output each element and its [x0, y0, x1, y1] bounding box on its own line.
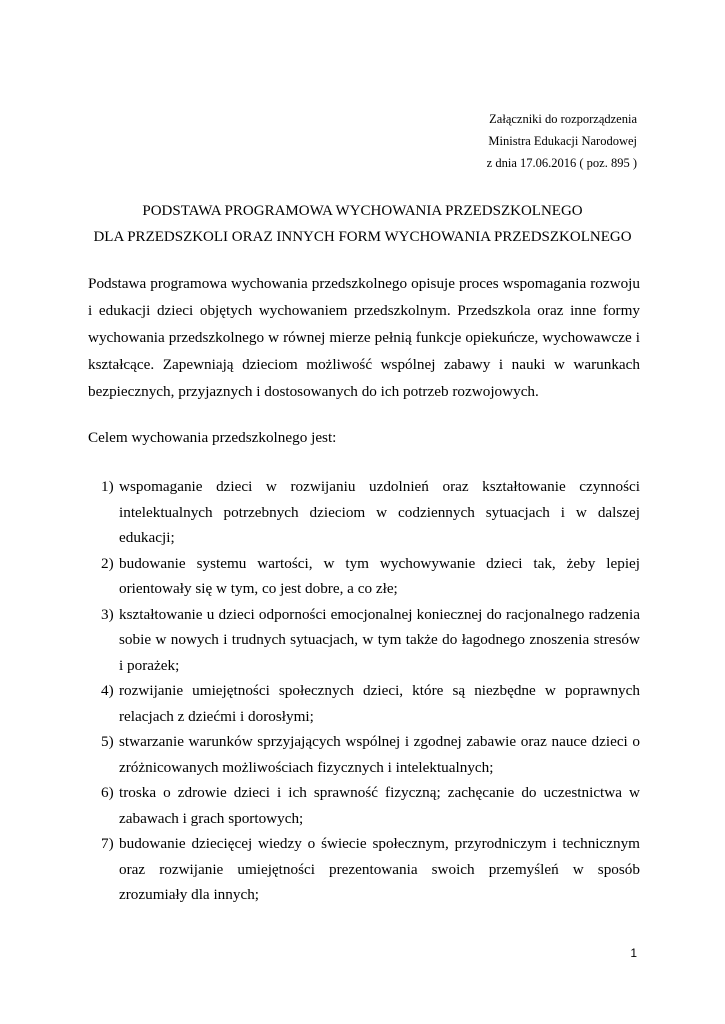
page-number: 1 — [630, 946, 637, 960]
goal-text: stwarzanie warunków sprzyjających wspólnej i zgodnej zabawie oraz nauce dzieci o zróżnicowanych możliwościach fizycznych i intelektualnych; — [119, 733, 640, 776]
document-title-line-1: PODSTAWA PROGRAMOWA WYCHOWANIA PRZEDSZKOLNEGO — [142, 203, 583, 219]
goal-number: 4) — [101, 682, 114, 699]
goal-number: 7) — [101, 835, 114, 852]
annex-note-line-1: Załączniki do rozporządzenia — [489, 112, 637, 126]
annex-note-line-3: z dnia 17.06.2016 ( poz. 895 ) — [486, 156, 637, 170]
document-title-line-2: DLA PRZEDSZKOLI ORAZ INNYCH FORM WYCHOWANIA PRZEDSZKOLNEGO — [93, 229, 632, 245]
goal-number: 6) — [101, 784, 114, 801]
goal-text: kształtowanie u dzieci odporności emocjonalnej koniecznej do racjonalnego radzenia sobie w nowych i trudnych sytuacjach, w tym także do łagodnego znoszenia stresów i porażek; — [119, 605, 640, 674]
annex-note-line-2: Ministra Edukacji Narodowej — [488, 134, 637, 148]
goal-number: 3) — [101, 605, 114, 623]
goal-item — [88, 474, 640, 551]
goal-item — [88, 831, 640, 908]
goal-item — [88, 729, 640, 780]
goal-item — [88, 551, 640, 602]
goal-text: wspomaganie dzieci w rozwijaniu uzdolnień oraz kształtowanie czynności intelektualnych potrzebnych dzieciom w codziennych sytuacjach i w dalszej edukacji; — [119, 478, 640, 546]
annex-header-note — [487, 108, 637, 174]
goal-number: 2) — [101, 554, 114, 572]
goal-number: 1) — [101, 478, 114, 495]
goal-text: rozwijanie umiejętności społecznych dzieci, które są niezbędne w poprawnych relacjach z dziećmi i dorosłymi; — [119, 682, 640, 725]
document-title — [0, 198, 725, 250]
goal-text: budowanie systemu wartości, w tym wychowywanie dzieci tak, żeby lepiej orientowały się w tym, co jest dobre, a co złe; — [119, 554, 640, 597]
goal-item — [88, 602, 640, 679]
goal-item — [88, 780, 640, 831]
goals-list — [88, 474, 640, 908]
goal-text: troska o zdrowie dzieci i ich sprawność fizyczną; zachęcanie do uczestnictwa w zabawach i grach sportowych; — [119, 784, 640, 827]
goal-text: budowanie dziecięcej wiedzy o świecie społecznym, przyrodniczym i technicznym oraz rozwijanie umiejętności prezentowania swoich przemyśleń w sposób zrozumiały dla innych; — [119, 835, 640, 903]
goal-number: 5) — [101, 733, 114, 750]
goal-item — [88, 678, 640, 729]
goals-label: Celem wychowania przedszkolnego jest: — [88, 429, 337, 446]
intro-paragraph: Podstawa programowa wychowania przedszkolnego opisuje proces wspomagania rozwoju i edukacji dzieci objętych wychowaniem przedszkolnym. Przedszkola oraz inne formy wychowania przedszkolnego w równej mierze pełnią funkcje opiekuńcze, wychowawcze i kształcące. Zapewniają dzieciom możliwość wspólnej zabawy i nauki w warunkach bezpiecznych, przyjaznych i dostosowanych do ich potrzeb rozwojowych. — [88, 275, 640, 400]
